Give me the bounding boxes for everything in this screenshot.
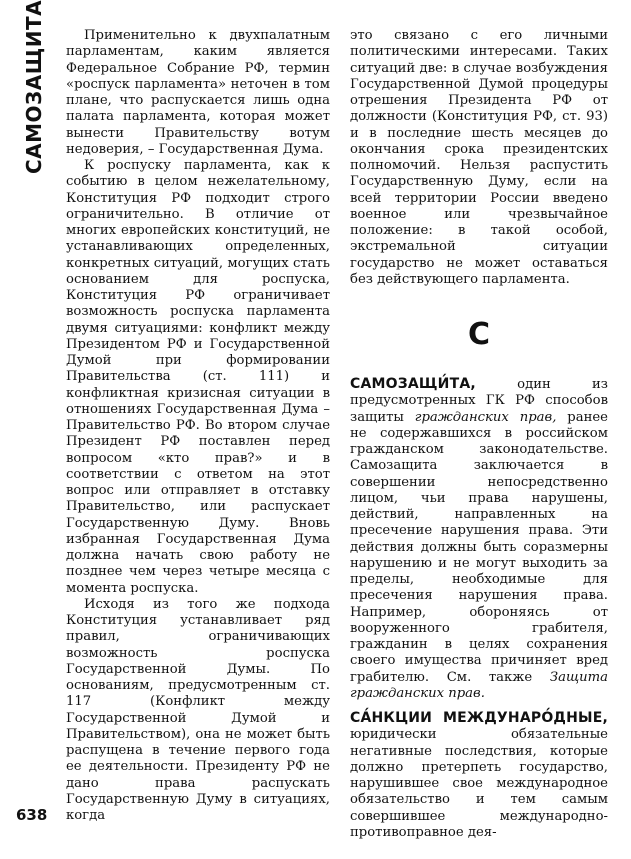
dictionary-entry-samozashchita <box>350 376 608 702</box>
entry-headword: САМОЗАЩИ́ТА, <box>350 376 476 392</box>
page-number: 638 <box>16 806 48 824</box>
cross-reference: Защита гражданских прав. <box>350 669 608 701</box>
left-column <box>66 28 330 824</box>
right-column <box>350 28 608 841</box>
paragraph: Применительно к двухпалатным парламентам, каким является Федеральное Собрание РФ, термин «роспуск парламента» неточен в том плане, что распускается лишь одна палата парламента, которая может вынести Правительству вотум недоверия, – Государственная Дума. <box>66 28 330 157</box>
entry-text: юридически обязательные негативные последствия, которые должно претерпеть государство, нарушившее свое международное обязательство и тем самым совершившее международно-противоправное дея- <box>350 727 608 840</box>
entry-text: один из предусмотренных ГК РФ способов защиты <box>350 377 608 425</box>
cross-reference: гражданских прав, <box>414 409 557 425</box>
paragraph: К роспуску парламента, как к событию в целом нежелательному, Конституция РФ подходит строго ограничительно. В отличие от многих европейских конституций, не устанавливающих определенных, конкретных ситуаций, могущих стать основанием для роспуска, Конституция РФ ограничивает возможность роспуска парламента двумя ситуациями: конфликт между Президентом РФ и Государственной Думой при формировании Правительства (ст. 111) и конфликтная кризисная ситуации в отношениях Государственная Дума – Правительство РФ. Во втором случае Президент РФ поставлен перед вопросом «кто прав?» и в соответствии с ответом на этот вопрос или отправляет в отставку Правительство, или распускает Государственную Думу. Вновь избранная Государственная Дума должна начать свою работу не позднее чем через четыре месяца с момента роспуска. <box>66 158 330 596</box>
entry-text: ранее не содержавшихся в российском гражданском законодательстве. Самозащита заключается в совершении непосредственно лицом, чьи права нарушены, действий, направленных на пресечение нарушения права. Эти действия должны быть соразмерны нарушению и не могут выходить за пределы, необходимые для пресечения нарушения права. Например, обороняясь от вооруженного грабителя, гражданин в целях сохранения своего имущества причиняет вред грабителю. См. также <box>350 409 608 685</box>
running-head <box>18 0 54 204</box>
paragraph-continued: это связано с его личными политическими интересами. Таких ситуаций две: в случае возбуждения Государственной Думой процедуры отрешения Президента РФ от должности (Конституция РФ, ст. 93) и в последние шесть месяцев до окончания срока президентских полномочий. Нельзя распустить Государственную Думу, если на всей территории России введено военное или чрезвычайное положение: в такой особой, экстремальной ситуации государство не может оставаться без действующего парламента. <box>350 28 608 287</box>
dictionary-entry-sanktsii <box>350 710 608 841</box>
running-head-text: САМОЗАЩИТА <box>22 0 46 174</box>
section-letter: С <box>467 317 491 352</box>
paragraph: Исходя из того же подхода Конституция устанавливает ряд правил, ограничивающих возможность роспуска Государственной Думы. По основаниям, предусмотренным ст. 117 (Конфликт между Государственной Думой и Правительством), она не может быть распущена в течение первого года ее деятельности. Президенту РФ не дано права распускать Государственную Думу в ситуациях, когда <box>66 596 330 823</box>
entry-headword: СА́НКЦИИ МЕЖДУНАРО́ДНЫЕ, <box>350 710 608 726</box>
